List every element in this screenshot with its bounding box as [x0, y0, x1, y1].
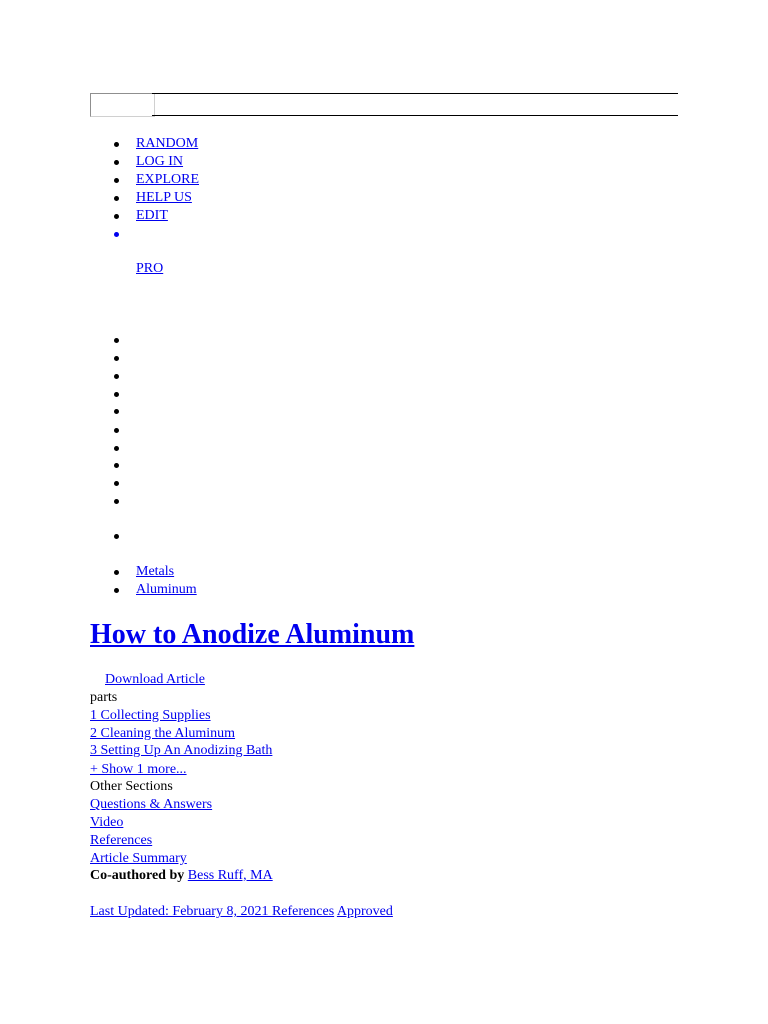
last-updated-line	[90, 903, 393, 921]
list-bullet	[114, 499, 119, 504]
nav-link-pro[interactable]: PRO	[136, 261, 164, 276]
list-bullet	[114, 356, 119, 361]
author-link[interactable]: Bess Ruff, MA	[187, 868, 273, 883]
toc-references[interactable]: References	[90, 833, 153, 848]
toc-article-summary[interactable]: Article Summary	[90, 851, 187, 866]
nav-link-login[interactable]: LOG IN	[136, 154, 184, 169]
search-bar	[90, 93, 678, 116]
list-bullet	[114, 534, 119, 539]
toc-video[interactable]: Video	[90, 815, 124, 830]
nav-link-edit[interactable]: EDIT	[136, 208, 168, 223]
list-bullet	[114, 338, 119, 343]
toc-questions-answers[interactable]: Questions & Answers	[90, 797, 213, 812]
list-bullet	[114, 428, 119, 433]
nav-link-help-us[interactable]: HELP US	[136, 190, 192, 205]
list-bullet	[114, 446, 119, 451]
list-bullet	[114, 374, 119, 379]
breadcrumb-link-aluminum[interactable]: Aluminum	[136, 582, 197, 597]
nav-link-explore[interactable]: EXPLORE	[136, 172, 199, 187]
coauthor-line	[90, 867, 273, 885]
approved-link[interactable]: Approved	[336, 904, 393, 919]
list-bullet	[114, 481, 119, 486]
parts-label: parts	[90, 690, 118, 705]
last-updated-link[interactable]: Last Updated: February 8, 2021 References	[90, 904, 335, 919]
toc-part-3[interactable]: 3 Setting Up An Anodizing Bath	[90, 743, 273, 758]
list-bullet	[114, 463, 119, 468]
list-bullet	[114, 392, 119, 397]
other-sections-label: Other Sections	[90, 779, 173, 794]
nav-link-random[interactable]: RANDOM	[136, 136, 199, 151]
search-divider-bottom	[152, 115, 678, 116]
search-divider-top	[152, 93, 678, 94]
download-article-link[interactable]: Download Article	[105, 672, 205, 687]
toc-part-2[interactable]: 2 Cleaning the Aluminum	[90, 726, 236, 741]
list-bullet	[114, 409, 119, 414]
toc-part-1[interactable]: 1 Collecting Supplies	[90, 708, 211, 723]
page-title-link[interactable]: How to Anodize Aluminum	[90, 619, 415, 650]
page-title	[90, 617, 414, 653]
show-more-link[interactable]: + Show 1 more...	[90, 762, 187, 777]
search-input[interactable]	[90, 93, 155, 117]
coauthored-label: Co-authored by	[90, 868, 185, 883]
breadcrumb-link-metals[interactable]: Metals	[136, 564, 175, 579]
